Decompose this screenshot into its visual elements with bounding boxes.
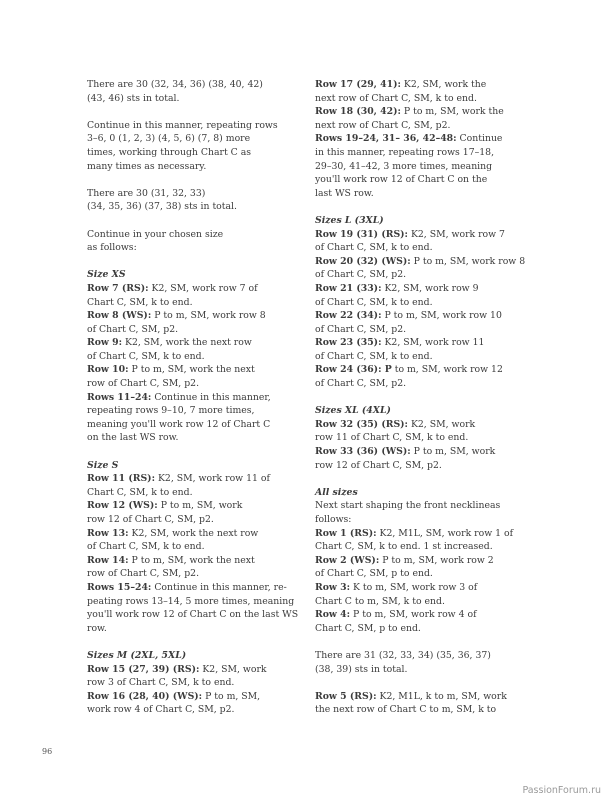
row-label: Row 21 (33): bbox=[315, 282, 382, 294]
row-text: P to m, SM, work the next bbox=[128, 554, 255, 566]
section-title: Sizes L (3XL) bbox=[315, 214, 384, 226]
instruction-row bbox=[315, 309, 520, 336]
instruction-line bbox=[315, 146, 520, 160]
instruction-line bbox=[315, 431, 520, 445]
instruction-line bbox=[315, 418, 520, 432]
instruction-line bbox=[315, 268, 520, 282]
instruction-row bbox=[87, 527, 287, 554]
row-label: Row 16 (28, 40) (WS): bbox=[87, 690, 203, 702]
instruction-line bbox=[87, 499, 287, 513]
instruction-line bbox=[315, 350, 520, 364]
instruction-line bbox=[315, 527, 520, 541]
instruction-row bbox=[315, 445, 520, 472]
row-text: the next row of Chart C to m, SM, k to bbox=[315, 704, 497, 716]
instruction-line bbox=[87, 404, 287, 418]
row-text: of Chart C, SM, k to end. bbox=[87, 541, 205, 553]
row-text: repeating rows 9–10, 7 more times, bbox=[87, 405, 255, 417]
instruction-line bbox=[315, 132, 520, 146]
instruction-line bbox=[315, 567, 520, 581]
text-line: many times as necessary. bbox=[87, 160, 207, 172]
row-label: Row 15 (27, 39) (RS): bbox=[87, 663, 200, 675]
section-title: Size S bbox=[87, 459, 119, 471]
row-text: of Chart C, SM, p to end. bbox=[315, 568, 433, 580]
instruction-line bbox=[87, 581, 287, 595]
row-text: Continue in this manner, bbox=[151, 391, 271, 403]
row-text: K2, SM, work row 7 of bbox=[148, 282, 258, 294]
instruction-line bbox=[315, 608, 520, 622]
instruction-row bbox=[315, 554, 520, 581]
instruction-line bbox=[315, 92, 520, 106]
instruction-line bbox=[315, 228, 520, 242]
row-text: K2, SM, work row 7 bbox=[407, 228, 505, 240]
row-text: of Chart C, SM, k to end. bbox=[315, 350, 433, 362]
row-text: K2, SM, work bbox=[199, 663, 267, 675]
final-row-block bbox=[315, 690, 520, 717]
instruction-line bbox=[87, 350, 287, 364]
instruction-line bbox=[87, 554, 287, 568]
row-text: P to m, SM, work row 10 bbox=[381, 310, 502, 322]
instruction-line bbox=[315, 173, 520, 187]
row-text: you'll work row 12 of Chart C on the bbox=[315, 174, 488, 186]
instruction-line bbox=[87, 323, 287, 337]
watermark: PassionForum.ru bbox=[522, 785, 601, 796]
row-label: Row 33 (36) (WS): bbox=[315, 446, 411, 458]
instruction-line bbox=[315, 119, 520, 133]
row-text: K2, SM, work the bbox=[400, 79, 487, 90]
section-intro-line: as follows: bbox=[315, 500, 501, 525]
section-title: Sizes M (2XL, 5XL) bbox=[87, 649, 187, 661]
row-text: P to m, SM, bbox=[202, 690, 261, 702]
instruction-line bbox=[87, 676, 287, 690]
instruction-line bbox=[315, 336, 520, 350]
row-label: Row 11 (RS): bbox=[87, 473, 156, 485]
instruction-row bbox=[315, 336, 520, 363]
row-label: Row 8 (WS): bbox=[87, 310, 152, 322]
row-text: row of Chart C, SM, p2. bbox=[87, 378, 200, 390]
row-label: Row 20 (32) (WS): bbox=[315, 255, 411, 267]
row-label: Row 3: bbox=[315, 581, 351, 593]
size-section bbox=[87, 459, 299, 636]
row-text: row 3 of Chart C, SM, k to end. bbox=[87, 677, 235, 689]
row-label: Row 5 (RS): bbox=[315, 690, 377, 702]
instruction-line bbox=[87, 363, 287, 377]
instruction-row bbox=[87, 554, 287, 581]
row-text: Chart C to m, SM, k to end. bbox=[315, 595, 445, 607]
row-label: Row 14: bbox=[87, 554, 129, 566]
row-text: of Chart C, SM, p2. bbox=[315, 269, 407, 281]
row-text: of Chart C, SM, k to end. bbox=[315, 242, 433, 254]
section-title: All sizes bbox=[315, 486, 358, 498]
instruction-line bbox=[315, 187, 520, 201]
instruction-line bbox=[315, 703, 520, 717]
row-text: P to m, SM, work row 8 bbox=[151, 310, 266, 322]
intro-paragraph bbox=[87, 119, 287, 173]
row-text: on the last WS row. bbox=[87, 432, 179, 444]
instruction-row bbox=[87, 391, 287, 445]
text-line: Continue in your chosen size bbox=[87, 228, 224, 240]
instruction-row bbox=[315, 608, 520, 635]
instruction-row bbox=[87, 309, 287, 336]
intro-paragraph bbox=[87, 78, 287, 105]
instruction-row bbox=[87, 499, 287, 526]
row-text: Continue in this manner, re- bbox=[151, 581, 287, 593]
text-line: (38, 39) sts in total. bbox=[315, 663, 408, 675]
instruction-row bbox=[87, 282, 287, 309]
text-line: as follows: bbox=[87, 242, 137, 254]
row-text: in this manner, repeating rows 17–18, bbox=[315, 146, 495, 158]
instruction-line bbox=[315, 363, 520, 377]
row-label: Row 24 (36): P bbox=[315, 364, 392, 376]
instruction-row bbox=[315, 105, 520, 132]
row-label: Row 17 (29, 41): bbox=[315, 79, 401, 90]
instruction-line bbox=[87, 703, 287, 717]
row-text: K2, SM, work row 11 bbox=[381, 337, 485, 349]
instruction-line bbox=[87, 431, 287, 445]
row-text: to m, SM, work row 12 bbox=[391, 364, 503, 376]
row-text: next row of Chart C, SM, p2. bbox=[315, 119, 451, 131]
row-label: Row 23 (35): bbox=[315, 337, 382, 349]
row-text: K2, SM, work row 11 of bbox=[155, 473, 270, 485]
row-text: K2, SM, work the next row bbox=[128, 527, 259, 539]
instruction-line bbox=[315, 296, 520, 310]
instruction-line bbox=[87, 663, 287, 677]
row-text: K2, SM, work the next row bbox=[122, 337, 252, 349]
instruction-line bbox=[87, 595, 295, 609]
size-section bbox=[87, 649, 287, 717]
row-text: next row of Chart C, SM, k to end. bbox=[315, 92, 477, 104]
text-line: There are 30 (31, 32, 33) bbox=[87, 187, 206, 199]
text-line: times, working through Chart C as bbox=[87, 146, 252, 158]
row-text: Chart C, SM, k to end. 1 st increased. bbox=[315, 541, 493, 553]
row-text: you'll work row 12 of Chart C on the last WS bbox=[87, 609, 299, 621]
instruction-line bbox=[315, 459, 520, 473]
size-section bbox=[315, 214, 526, 391]
right-column bbox=[315, 78, 526, 731]
instruction-line bbox=[315, 241, 520, 255]
instruction-line bbox=[315, 160, 520, 174]
row-text: P to m, SM, work row 2 bbox=[379, 554, 494, 566]
text-line: (43, 46) sts in total. bbox=[87, 92, 180, 104]
row-label: Rows 11–24: bbox=[87, 391, 152, 403]
row-text: K2, SM, work row 9 bbox=[381, 282, 479, 294]
row-label: Row 32 (35) (RS): bbox=[315, 418, 408, 430]
row-text: of Chart C, SM, k to end. bbox=[315, 296, 433, 308]
text-line: 3–6, 0 (1, 2, 3) (4, 5, 6) (7, 8) more bbox=[87, 133, 251, 145]
instruction-row bbox=[315, 282, 520, 309]
instruction-row bbox=[315, 527, 520, 554]
row-label: Row 13: bbox=[87, 527, 129, 539]
instruction-row bbox=[315, 132, 520, 200]
section-title: Sizes XL (4XL) bbox=[315, 405, 391, 417]
instruction-line bbox=[315, 622, 520, 636]
instruction-row bbox=[315, 418, 520, 445]
row-text: Chart C, SM, p to end. bbox=[315, 622, 421, 634]
row-label: Row 4: bbox=[315, 609, 351, 621]
lead-rows bbox=[315, 78, 520, 200]
size-section bbox=[315, 404, 520, 472]
row-label: Row 12 (WS): bbox=[87, 500, 158, 512]
intro-paragraph bbox=[87, 228, 287, 255]
row-label: Row 22 (34): bbox=[315, 310, 382, 322]
row-text: work row 4 of Chart C, SM, p2. bbox=[87, 704, 235, 716]
instruction-line bbox=[87, 540, 287, 554]
row-text: Chart C, SM, k to end. bbox=[87, 296, 193, 308]
row-label: Row 10: bbox=[87, 364, 129, 376]
instruction-line bbox=[315, 105, 520, 119]
row-text: Chart C, SM, k to end. bbox=[87, 486, 193, 498]
instruction-row bbox=[315, 690, 520, 717]
size-section bbox=[87, 268, 287, 445]
instruction-line bbox=[315, 282, 520, 296]
instruction-line bbox=[87, 527, 287, 541]
row-label: Row 19 (31) (RS): bbox=[315, 228, 408, 240]
instruction-line bbox=[87, 513, 287, 527]
text-line: Continue in this manner, repeating rows bbox=[87, 119, 278, 131]
instruction-row bbox=[87, 581, 299, 635]
instruction-line bbox=[315, 540, 520, 554]
page-number: 96 bbox=[42, 747, 53, 756]
instruction-line bbox=[87, 377, 287, 391]
row-text: P to m, SM, work row 8 bbox=[410, 255, 526, 267]
instruction-line bbox=[315, 309, 520, 323]
row-text: meaning you'll work row 12 of Chart C bbox=[87, 418, 271, 430]
closing-paragraph bbox=[315, 649, 520, 676]
instruction-line bbox=[87, 486, 287, 500]
intro-paragraph bbox=[87, 187, 287, 214]
size-section bbox=[315, 486, 520, 636]
left-column bbox=[87, 78, 299, 731]
row-text: P to m, SM, work row 4 of bbox=[350, 609, 477, 621]
instruction-row bbox=[315, 228, 520, 255]
row-text: of Chart C, SM, p2. bbox=[315, 323, 407, 335]
instruction-line bbox=[87, 418, 287, 432]
row-text: K2, M1L, SM, work row 1 of bbox=[376, 527, 514, 539]
row-label: Rows 19–24, 31– 36, 42–48: bbox=[315, 133, 457, 145]
row-text: row 12 of Chart C, SM, p2. bbox=[87, 514, 214, 525]
section-title: Size XS bbox=[87, 269, 126, 281]
instruction-row bbox=[87, 663, 287, 690]
instruction-row bbox=[315, 581, 520, 608]
instruction-line bbox=[315, 377, 520, 391]
instruction-row bbox=[87, 336, 287, 363]
row-text: row. bbox=[87, 622, 107, 634]
row-text: P to m, SM, work bbox=[157, 500, 243, 512]
instruction-line bbox=[315, 255, 526, 269]
row-text: of Chart C, SM, p2. bbox=[87, 323, 179, 335]
instruction-line bbox=[87, 296, 287, 310]
row-text: of Chart C, SM, p2. bbox=[315, 378, 407, 390]
instruction-line bbox=[87, 567, 287, 581]
instruction-row bbox=[87, 472, 287, 499]
row-text: row of Chart C, SM, p2. bbox=[87, 568, 200, 580]
row-text: row 12 of Chart C, SM, p2. bbox=[315, 459, 442, 471]
instruction-line bbox=[87, 608, 299, 622]
row-text: K to m, SM, work row 3 of bbox=[350, 581, 478, 593]
row-label: Row 7 (RS): bbox=[87, 282, 149, 294]
row-text: Continue bbox=[456, 133, 503, 145]
row-text: row 11 of Chart C, SM, k to end. bbox=[315, 432, 469, 444]
instruction-line bbox=[87, 336, 287, 350]
section-intro-line: Next start shaping the front neckline bbox=[315, 500, 490, 512]
instruction-row bbox=[87, 690, 287, 717]
row-text: K2, M1L, k to m, SM, work bbox=[376, 690, 507, 702]
instruction-line bbox=[87, 690, 287, 704]
instruction-line bbox=[87, 282, 287, 296]
instruction-line bbox=[87, 309, 287, 323]
row-text: P to m, SM, work the bbox=[400, 106, 504, 118]
row-text: of Chart C, SM, k to end. bbox=[87, 350, 205, 362]
instruction-line bbox=[87, 622, 287, 636]
instruction-line bbox=[315, 581, 520, 595]
instruction-line bbox=[315, 323, 520, 337]
row-text: K2, SM, work bbox=[407, 418, 476, 430]
instruction-line bbox=[87, 472, 287, 486]
row-label: Row 1 (RS): bbox=[315, 527, 377, 539]
row-text: P to m, SM, work the next bbox=[128, 364, 255, 376]
row-text: last WS row. bbox=[315, 187, 374, 199]
text-line: There are 31 (32, 33, 34) (35, 36, 37) bbox=[315, 649, 491, 661]
instruction-row bbox=[315, 78, 520, 105]
instruction-row bbox=[315, 363, 520, 390]
instruction-line bbox=[315, 554, 520, 568]
row-label: Row 18 (30, 42): bbox=[315, 106, 401, 118]
text-line: (34, 35, 36) (37, 38) sts in total. bbox=[87, 201, 237, 213]
row-label: Row 2 (WS): bbox=[315, 554, 380, 566]
row-text: peating rows 13–14, 5 more times, meaning bbox=[87, 595, 295, 607]
instruction-line bbox=[315, 595, 520, 609]
row-text: P to m, SM, work bbox=[410, 446, 496, 458]
instruction-row bbox=[87, 363, 287, 390]
instruction-line bbox=[315, 445, 520, 459]
instruction-row bbox=[315, 255, 526, 282]
row-label: Rows 15–24: bbox=[87, 581, 152, 593]
instruction-line bbox=[315, 78, 520, 92]
row-text: 29–30, 41–42, 3 more times, meaning bbox=[315, 160, 493, 172]
instruction-line bbox=[315, 690, 520, 704]
instruction-line bbox=[87, 391, 287, 405]
row-label: Row 9: bbox=[87, 337, 123, 349]
text-line: There are 30 (32, 34, 36) (38, 40, 42) bbox=[87, 79, 263, 90]
